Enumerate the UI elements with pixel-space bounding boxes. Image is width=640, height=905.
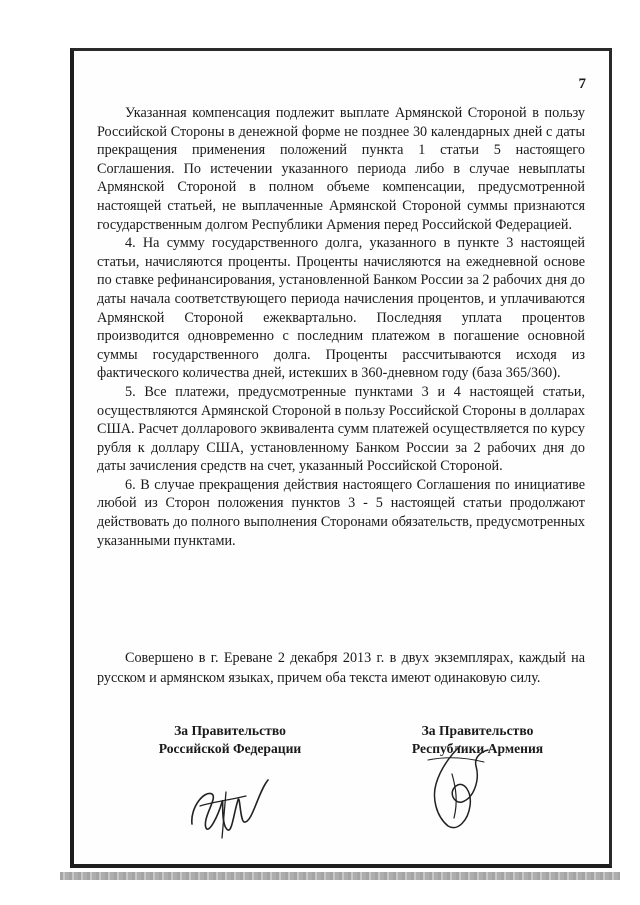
signatory-country: Российской Федерации bbox=[158, 741, 302, 756]
signatory-russia bbox=[130, 722, 330, 758]
signatory-label: За Правительство bbox=[174, 723, 286, 738]
closing-text: Совершено в г. Ереване 2 декабря 2013 г. в двух экземплярах, каждый на русском и армянском языках, причем оба текста имеют одинаковую силу. bbox=[97, 650, 585, 686]
paragraph-item-5: 5. Все платежи, предусмотренные пунктами 3 и 4 настоящей статьи, осуществляются Армянской Стороной в пользу Российской Стороны в долларах США. Расчет долларового эквивалента сумм платежей осуществляется по курсу рубля к доллару США, установленному Банком России за 2 рабочих дня до даты зачисления средств на счет, указанный Российской Стороной. bbox=[97, 383, 585, 475]
signature-left-handwriting bbox=[182, 772, 272, 842]
paragraph-compensation: Указанная компенсация подлежит выплате Армянской Стороной в пользу Российской Стороны в денежной форме не позднее 30 календарных дней с даты прекращения применения положений пункта 1 статьи 5 настоящего Соглашения. По истечении указанного периода либо в случае невыплаты Армянской Стороной в полном объеме компенсации, предусмотренной настоящей статьей, не выплаченные Армянской Стороной суммы признаются государственным долгом Республики Армения перед Российской Федерацией. bbox=[97, 105, 585, 233]
signatory-country: Республики Армения bbox=[411, 741, 544, 756]
closing-clause bbox=[97, 648, 585, 688]
paragraph-item-4: 4. На сумму государственного долга, указанного в пункте 3 настоящей статьи, начисляются проценты. Проценты начисляются на ежедневной основе по ставке рефинансирования, установленной Банком России за 2 рабочих дня до даты начала соответствующего периода начисления процентов, и уплачиваются Армянской Стороной ежеквартально. Последняя уплата процентов производится одновременно с последним платежом в погашение основной суммы государственного долга. Проценты рассчитываются исходя из фактического количества дней, истекших в 360-дневном году (база 365/360). bbox=[97, 235, 585, 382]
signature-right-handwriting bbox=[418, 740, 498, 835]
signatory-label: За Правительство bbox=[421, 723, 534, 738]
page-number: 7 bbox=[578, 76, 586, 92]
scan-edge-artifact bbox=[60, 872, 620, 880]
paragraph-item-6: 6. В случае прекращения действия настоящего Соглашения по инициативе любой из Сторон положения пунктов 3 - 5 настоящей статьи продолжают действовать до полного выполнения Сторонами обязательств, предусмотренных указанными пунктами. bbox=[97, 476, 585, 549]
article-body bbox=[97, 104, 585, 550]
